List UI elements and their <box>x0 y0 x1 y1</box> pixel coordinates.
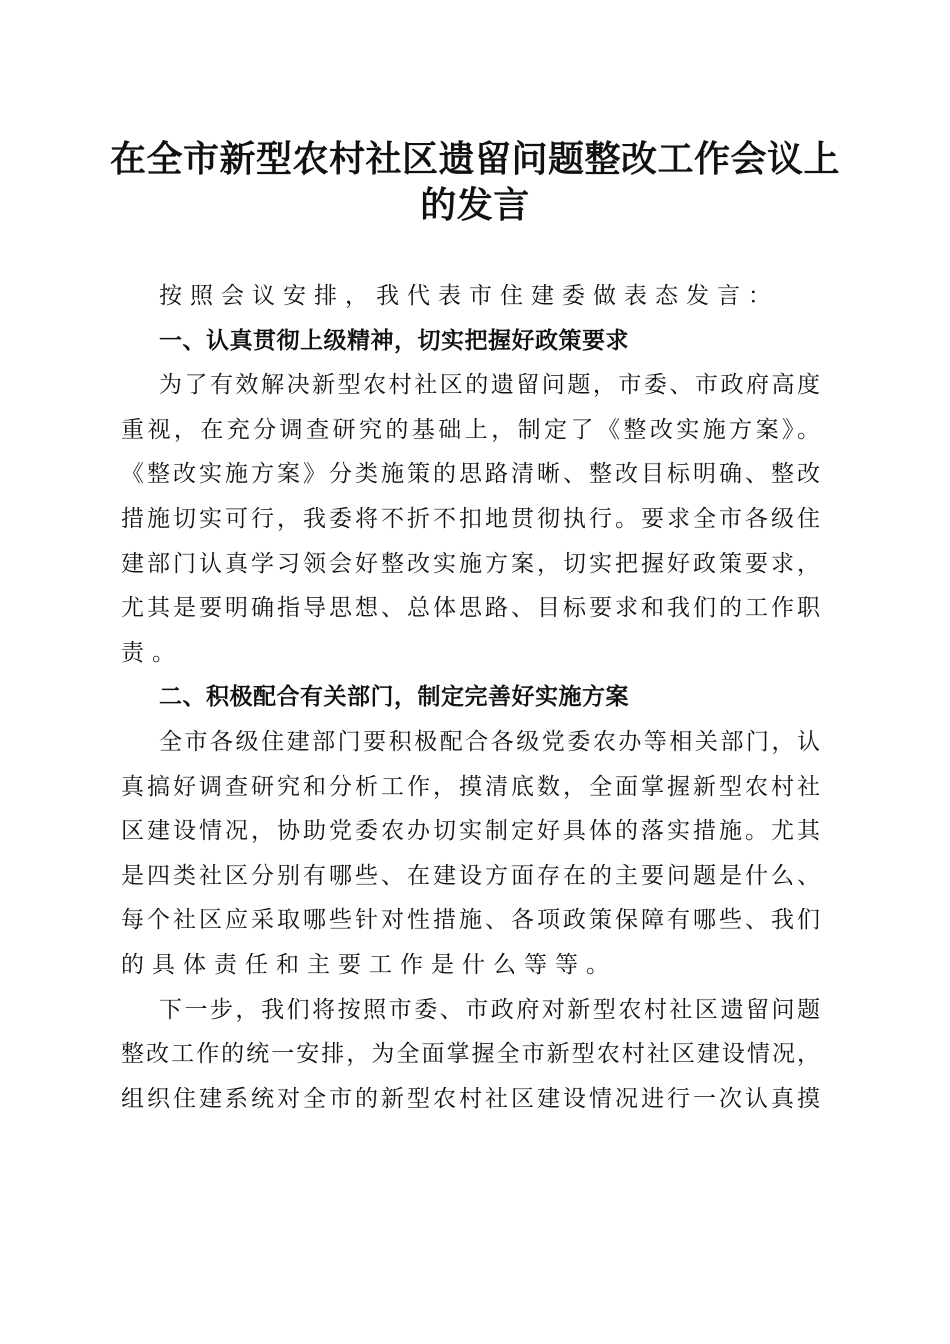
paragraph <box>121 274 821 319</box>
paragraph-line: 《整改实施方案》分类施策的思路清晰、整改目标明确、整改 <box>121 461 821 488</box>
paragraph-line: 尤其是要明确指导思想、总体思路、目标要求和我们的工作职 <box>121 595 821 622</box>
document-body <box>121 274 821 1121</box>
paragraph <box>121 363 821 675</box>
paragraph-line: 整改工作的统一安排，为全面掌握全市新型农村社区建设情况， <box>121 1041 821 1068</box>
paragraph-line: 是四类社区分别有哪些、在建设方面存在的主要问题是什么、 <box>121 862 821 889</box>
paragraph-line: 建部门认真学习领会好整改实施方案，切实把握好政策要求， <box>121 550 821 577</box>
paragraph-line: 组织住建系统对全市的新型农村社区建设情况进行一次认真摸 <box>121 1085 821 1112</box>
paragraph <box>121 720 821 988</box>
paragraph-line: 措施切实可行，我委将不折不扣地贯彻执行。要求全市各级住 <box>121 505 821 532</box>
paragraph-line: 下一步，我们将按照市委、市政府对新型农村社区遗留问题 <box>159 996 821 1023</box>
paragraph-line: 真搞好调查研究和分析工作，摸清底数，全面掌握新型农村社 <box>121 773 821 800</box>
title-line-1: 在全市新型农村社区遗留问题整改工作会议上 <box>110 138 841 180</box>
paragraph-line: 区建设情况，协助党委农办切实制定好具体的落实措施。尤其 <box>121 818 821 845</box>
paragraph-line: 按照会议安排，我代表市住建委做表态发言： <box>159 283 779 309</box>
title-line-2: 的发言 <box>420 184 530 226</box>
paragraph-line: 为了有效解决新型农村社区的遗留问题，市委、市政府高度 <box>159 372 821 399</box>
paragraph-line: 重视，在充分调查研究的基础上，制定了《整改实施方案》。 <box>121 416 821 443</box>
document-title <box>110 136 840 228</box>
section-heading: 二、积极配合有关部门，制定完善好实施方案 <box>159 684 629 711</box>
paragraph-line: 全市各级住建部门要积极配合各级党委农办等相关部门，认 <box>159 728 821 755</box>
paragraph-line: 的具体责任和主要工作是什么等等。 <box>121 951 617 978</box>
paragraph-line: 责。 <box>121 639 183 666</box>
section-heading: 一、认真贯彻上级精神，切实把握好政策要求 <box>159 327 629 354</box>
paragraph <box>121 988 821 1122</box>
paragraph-line: 每个社区应采取哪些针对性措施、各项政策保障有哪些、我们 <box>121 907 821 934</box>
